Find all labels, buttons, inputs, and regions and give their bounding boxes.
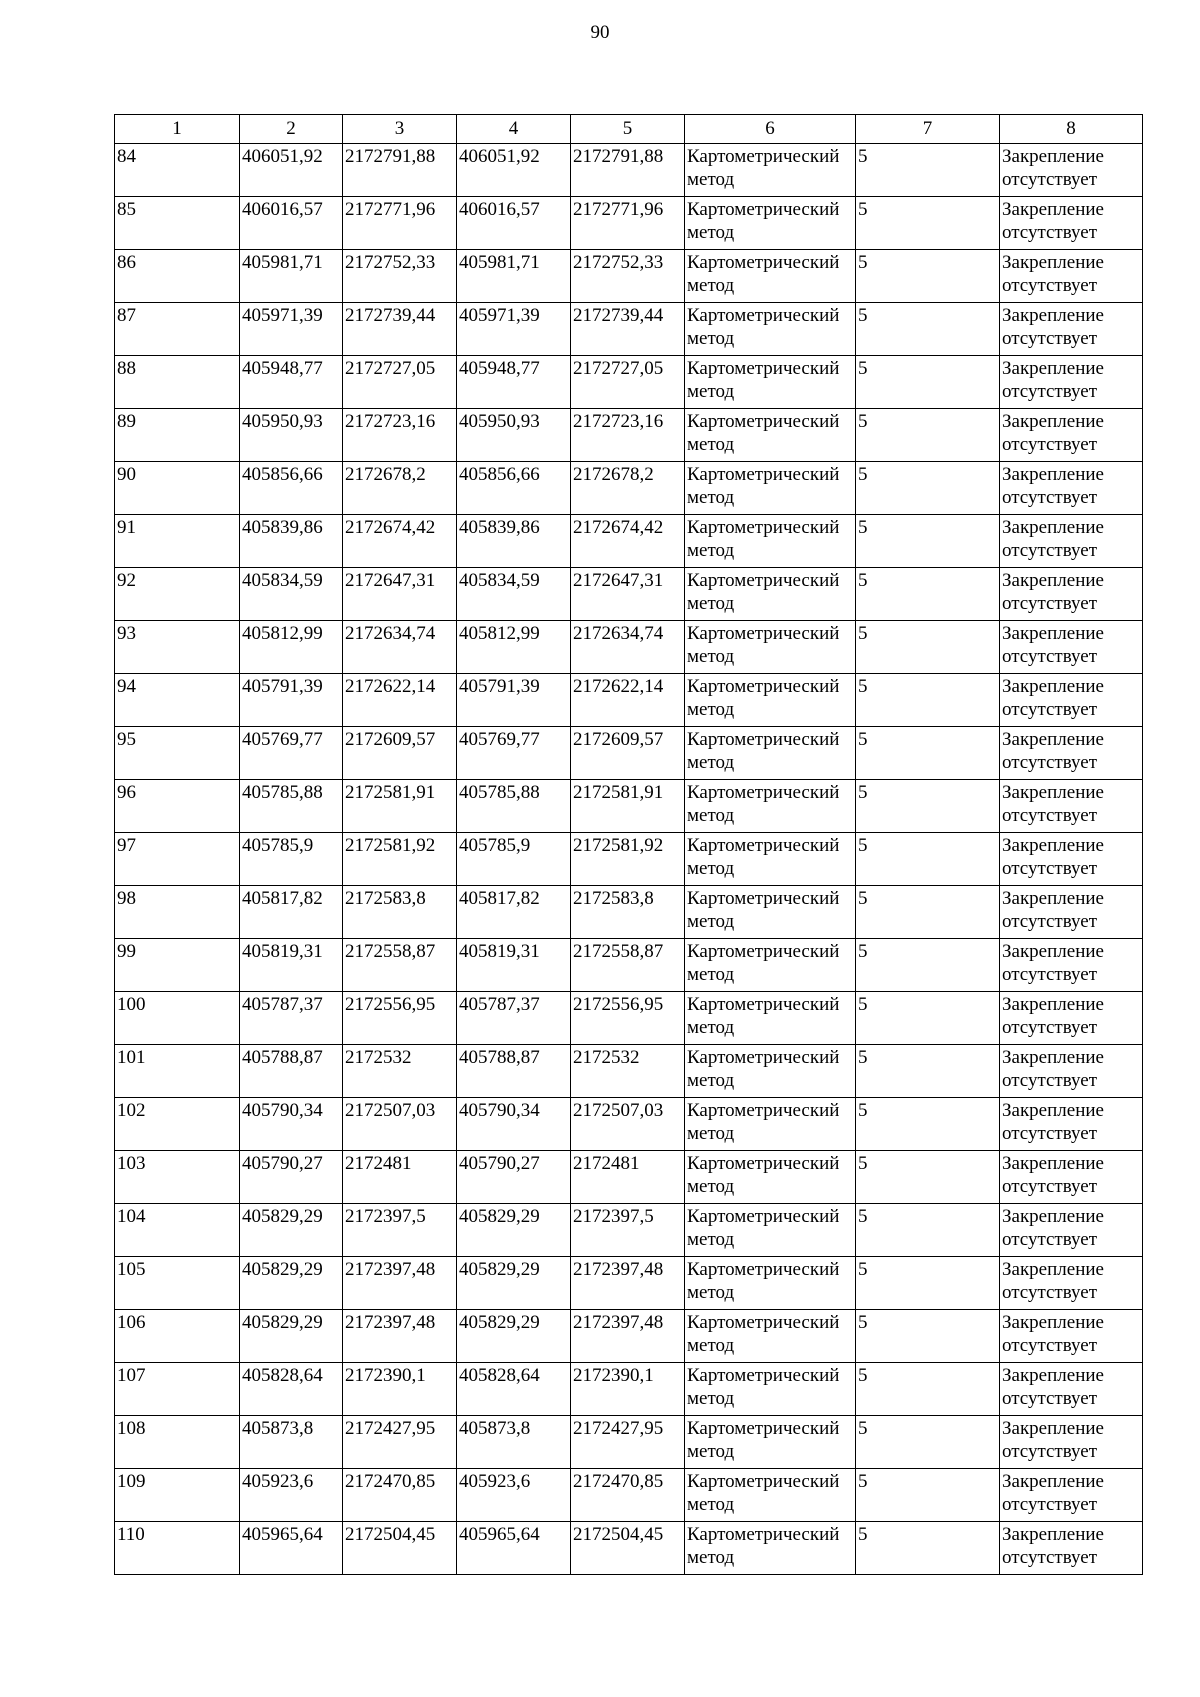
coordinates-table [114,114,1143,1575]
cell-y-coordinate-2: 2172390,1 [571,1363,685,1416]
cell-y-coordinate-2: 2172556,95 [571,992,685,1045]
cell-point-number: 90 [115,462,240,515]
cell-x-coordinate: 405971,39 [240,303,343,356]
cell-x-coordinate-2: 405819,31 [457,939,571,992]
cell-x-coordinate-2: 406051,92 [457,144,571,197]
cell-x-coordinate: 405788,87 [240,1045,343,1098]
cell-y-coordinate: 2172390,1 [343,1363,457,1416]
cell-method: Картометрический метод [685,992,856,1045]
cell-y-coordinate: 2172647,31 [343,568,457,621]
cell-method: Картометрический метод [685,356,856,409]
cell-accuracy: 5 [856,1363,1000,1416]
cell-y-coordinate-2: 2172791,88 [571,144,685,197]
table-row [115,992,1143,1045]
cell-point-number: 104 [115,1204,240,1257]
cell-x-coordinate: 406016,57 [240,197,343,250]
table-row [115,1204,1143,1257]
cell-fixing: Закрепление отсутствует [1000,727,1143,780]
cell-point-number: 110 [115,1522,240,1575]
table-row [115,250,1143,303]
cell-x-coordinate: 405785,9 [240,833,343,886]
table-row [115,1257,1143,1310]
cell-x-coordinate: 405829,29 [240,1204,343,1257]
column-header-3: 3 [343,115,457,144]
cell-point-number: 91 [115,515,240,568]
cell-y-coordinate: 2172752,33 [343,250,457,303]
cell-y-coordinate-2: 2172397,5 [571,1204,685,1257]
cell-fixing: Закрепление отсутствует [1000,356,1143,409]
cell-method: Картометрический метод [685,674,856,727]
column-header-2: 2 [240,115,343,144]
cell-method: Картометрический метод [685,939,856,992]
cell-x-coordinate-2: 405971,39 [457,303,571,356]
table-header-row [115,115,1143,144]
cell-y-coordinate: 2172397,5 [343,1204,457,1257]
cell-method: Картометрический метод [685,1204,856,1257]
cell-fixing: Закрепление отсутствует [1000,568,1143,621]
cell-y-coordinate-2: 2172427,95 [571,1416,685,1469]
cell-method: Картометрический метод [685,462,856,515]
cell-fixing: Закрепление отсутствует [1000,409,1143,462]
cell-y-coordinate: 2172470,85 [343,1469,457,1522]
cell-y-coordinate-2: 2172481 [571,1151,685,1204]
cell-x-coordinate: 405873,8 [240,1416,343,1469]
table-row [115,1363,1143,1416]
cell-method: Картометрический метод [685,303,856,356]
table-row [115,939,1143,992]
cell-point-number: 99 [115,939,240,992]
table-row [115,1522,1143,1575]
cell-y-coordinate-2: 2172507,03 [571,1098,685,1151]
cell-fixing: Закрепление отсутствует [1000,1045,1143,1098]
cell-accuracy: 5 [856,1151,1000,1204]
cell-method: Картометрический метод [685,1416,856,1469]
cell-accuracy: 5 [856,727,1000,780]
cell-x-coordinate: 405856,66 [240,462,343,515]
cell-accuracy: 5 [856,144,1000,197]
cell-x-coordinate: 405769,77 [240,727,343,780]
cell-x-coordinate: 405829,29 [240,1310,343,1363]
table-row [115,1310,1143,1363]
page-number: 90 [590,22,610,43]
cell-y-coordinate-2: 2172674,42 [571,515,685,568]
column-header-1: 1 [115,115,240,144]
cell-accuracy: 5 [856,833,1000,886]
cell-y-coordinate-2: 2172647,31 [571,568,685,621]
cell-x-coordinate-2: 405873,8 [457,1416,571,1469]
cell-method: Картометрический метод [685,780,856,833]
cell-method: Картометрический метод [685,568,856,621]
cell-point-number: 109 [115,1469,240,1522]
column-header-7: 7 [856,115,1000,144]
cell-x-coordinate: 405834,59 [240,568,343,621]
cell-x-coordinate: 405950,93 [240,409,343,462]
cell-y-coordinate: 2172556,95 [343,992,457,1045]
cell-y-coordinate: 2172481 [343,1151,457,1204]
cell-x-coordinate-2: 405787,37 [457,992,571,1045]
table-row [115,833,1143,886]
cell-y-coordinate-2: 2172583,8 [571,886,685,939]
cell-x-coordinate: 405829,29 [240,1257,343,1310]
cell-point-number: 107 [115,1363,240,1416]
table-row [115,1098,1143,1151]
cell-fixing: Закрепление отсутствует [1000,1257,1143,1310]
cell-accuracy: 5 [856,886,1000,939]
cell-y-coordinate-2: 2172727,05 [571,356,685,409]
cell-y-coordinate-2: 2172581,91 [571,780,685,833]
cell-y-coordinate-2: 2172678,2 [571,462,685,515]
cell-accuracy: 5 [856,568,1000,621]
cell-x-coordinate-2: 405829,29 [457,1204,571,1257]
table-row [115,197,1143,250]
cell-method: Картометрический метод [685,1151,856,1204]
cell-x-coordinate-2: 405834,59 [457,568,571,621]
cell-method: Картометрический метод [685,886,856,939]
cell-point-number: 92 [115,568,240,621]
cell-x-coordinate: 405965,64 [240,1522,343,1575]
cell-point-number: 98 [115,886,240,939]
cell-x-coordinate: 405791,39 [240,674,343,727]
cell-x-coordinate: 405785,88 [240,780,343,833]
cell-point-number: 102 [115,1098,240,1151]
cell-x-coordinate-2: 405829,29 [457,1257,571,1310]
cell-accuracy: 5 [856,939,1000,992]
cell-accuracy: 5 [856,1257,1000,1310]
cell-fixing: Закрепление отсутствует [1000,144,1143,197]
cell-y-coordinate-2: 2172397,48 [571,1257,685,1310]
cell-accuracy: 5 [856,462,1000,515]
cell-point-number: 106 [115,1310,240,1363]
table-row [115,780,1143,833]
cell-accuracy: 5 [856,1098,1000,1151]
cell-point-number: 105 [115,1257,240,1310]
cell-y-coordinate: 2172771,96 [343,197,457,250]
cell-point-number: 103 [115,1151,240,1204]
cell-y-coordinate: 2172504,45 [343,1522,457,1575]
cell-x-coordinate: 405787,37 [240,992,343,1045]
cell-fixing: Закрепление отсутствует [1000,1310,1143,1363]
cell-x-coordinate-2: 405856,66 [457,462,571,515]
cell-y-coordinate: 2172727,05 [343,356,457,409]
cell-method: Картометрический метод [685,1045,856,1098]
cell-point-number: 94 [115,674,240,727]
cell-x-coordinate: 405817,82 [240,886,343,939]
cell-fixing: Закрепление отсутствует [1000,833,1143,886]
cell-x-coordinate: 405790,27 [240,1151,343,1204]
cell-y-coordinate-2: 2172771,96 [571,197,685,250]
cell-point-number: 87 [115,303,240,356]
cell-point-number: 96 [115,780,240,833]
cell-method: Картометрический метод [685,144,856,197]
cell-y-coordinate: 2172791,88 [343,144,457,197]
cell-x-coordinate-2: 405828,64 [457,1363,571,1416]
cell-y-coordinate: 2172678,2 [343,462,457,515]
cell-method: Картометрический метод [685,515,856,568]
cell-point-number: 108 [115,1416,240,1469]
column-header-5: 5 [571,115,685,144]
cell-fixing: Закрепление отсутствует [1000,780,1143,833]
cell-x-coordinate-2: 405829,29 [457,1310,571,1363]
table-row [115,462,1143,515]
cell-fixing: Закрепление отсутствует [1000,1522,1143,1575]
cell-method: Картометрический метод [685,1469,856,1522]
cell-method: Картометрический метод [685,1310,856,1363]
cell-method: Картометрический метод [685,1363,856,1416]
cell-x-coordinate-2: 405965,64 [457,1522,571,1575]
cell-y-coordinate: 2172581,92 [343,833,457,886]
cell-point-number: 89 [115,409,240,462]
cell-y-coordinate-2: 2172504,45 [571,1522,685,1575]
table-row [115,515,1143,568]
cell-x-coordinate-2: 405923,6 [457,1469,571,1522]
cell-accuracy: 5 [856,674,1000,727]
cell-y-coordinate-2: 2172558,87 [571,939,685,992]
cell-fixing: Закрепление отсутствует [1000,515,1143,568]
cell-point-number: 97 [115,833,240,886]
cell-fixing: Закрепление отсутствует [1000,939,1143,992]
cell-x-coordinate-2: 406016,57 [457,197,571,250]
cell-accuracy: 5 [856,250,1000,303]
cell-point-number: 93 [115,621,240,674]
cell-y-coordinate-2: 2172532 [571,1045,685,1098]
cell-method: Картометрический метод [685,1098,856,1151]
cell-y-coordinate: 2172723,16 [343,409,457,462]
cell-point-number: 95 [115,727,240,780]
table-row [115,674,1143,727]
cell-y-coordinate-2: 2172723,16 [571,409,685,462]
cell-y-coordinate-2: 2172739,44 [571,303,685,356]
cell-y-coordinate-2: 2172622,14 [571,674,685,727]
cell-y-coordinate: 2172397,48 [343,1310,457,1363]
cell-y-coordinate: 2172558,87 [343,939,457,992]
table-row [115,568,1143,621]
cell-y-coordinate-2: 2172470,85 [571,1469,685,1522]
table-row [115,356,1143,409]
cell-x-coordinate-2: 405812,99 [457,621,571,674]
cell-x-coordinate-2: 405791,39 [457,674,571,727]
cell-accuracy: 5 [856,1416,1000,1469]
cell-y-coordinate: 2172507,03 [343,1098,457,1151]
cell-fixing: Закрепление отсутствует [1000,886,1143,939]
column-header-8: 8 [1000,115,1143,144]
cell-fixing: Закрепление отсутствует [1000,250,1143,303]
cell-x-coordinate-2: 405948,77 [457,356,571,409]
table-row [115,727,1143,780]
cell-y-coordinate: 2172397,48 [343,1257,457,1310]
cell-method: Картометрический метод [685,197,856,250]
cell-x-coordinate-2: 405950,93 [457,409,571,462]
cell-accuracy: 5 [856,1522,1000,1575]
cell-x-coordinate-2: 405839,86 [457,515,571,568]
cell-y-coordinate-2: 2172581,92 [571,833,685,886]
cell-accuracy: 5 [856,621,1000,674]
cell-y-coordinate: 2172622,14 [343,674,457,727]
cell-y-coordinate: 2172427,95 [343,1416,457,1469]
cell-point-number: 101 [115,1045,240,1098]
table-row [115,621,1143,674]
cell-accuracy: 5 [856,1204,1000,1257]
cell-fixing: Закрепление отсутствует [1000,1416,1143,1469]
cell-point-number: 84 [115,144,240,197]
cell-fixing: Закрепление отсутствует [1000,303,1143,356]
cell-accuracy: 5 [856,1310,1000,1363]
cell-y-coordinate: 2172634,74 [343,621,457,674]
cell-fixing: Закрепление отсутствует [1000,1098,1143,1151]
cell-method: Картометрический метод [685,727,856,780]
cell-accuracy: 5 [856,780,1000,833]
cell-point-number: 85 [115,197,240,250]
cell-fixing: Закрепление отсутствует [1000,674,1143,727]
column-header-4: 4 [457,115,571,144]
cell-accuracy: 5 [856,992,1000,1045]
cell-fixing: Закрепление отсутствует [1000,462,1143,515]
cell-y-coordinate-2: 2172634,74 [571,621,685,674]
cell-x-coordinate-2: 405981,71 [457,250,571,303]
column-header-6: 6 [685,115,856,144]
cell-x-coordinate: 405819,31 [240,939,343,992]
cell-x-coordinate: 405790,34 [240,1098,343,1151]
cell-point-number: 88 [115,356,240,409]
cell-x-coordinate-2: 405785,9 [457,833,571,886]
cell-method: Картометрический метод [685,833,856,886]
cell-x-coordinate-2: 405785,88 [457,780,571,833]
cell-fixing: Закрепление отсутствует [1000,992,1143,1045]
cell-accuracy: 5 [856,1469,1000,1522]
cell-x-coordinate: 405923,6 [240,1469,343,1522]
cell-x-coordinate: 405839,86 [240,515,343,568]
cell-method: Картометрический метод [685,621,856,674]
cell-fixing: Закрепление отсутствует [1000,1363,1143,1416]
table-row [115,144,1143,197]
cell-method: Картометрический метод [685,1257,856,1310]
cell-x-coordinate: 405948,77 [240,356,343,409]
cell-accuracy: 5 [856,515,1000,568]
cell-accuracy: 5 [856,356,1000,409]
cell-x-coordinate: 405812,99 [240,621,343,674]
table-row [115,886,1143,939]
cell-y-coordinate: 2172739,44 [343,303,457,356]
cell-point-number: 86 [115,250,240,303]
cell-y-coordinate: 2172583,8 [343,886,457,939]
cell-method: Картометрический метод [685,1522,856,1575]
table-row [115,1045,1143,1098]
cell-y-coordinate-2: 2172397,48 [571,1310,685,1363]
cell-x-coordinate-2: 405769,77 [457,727,571,780]
cell-accuracy: 5 [856,197,1000,250]
table-row [115,303,1143,356]
cell-x-coordinate-2: 405788,87 [457,1045,571,1098]
cell-x-coordinate: 405828,64 [240,1363,343,1416]
cell-x-coordinate-2: 405790,27 [457,1151,571,1204]
cell-y-coordinate-2: 2172752,33 [571,250,685,303]
cell-fixing: Закрепление отсутствует [1000,1204,1143,1257]
cell-fixing: Закрепление отсутствует [1000,197,1143,250]
table-row [115,1469,1143,1522]
cell-fixing: Закрепление отсутствует [1000,621,1143,674]
table-row [115,409,1143,462]
cell-y-coordinate-2: 2172609,57 [571,727,685,780]
table-row [115,1151,1143,1204]
cell-accuracy: 5 [856,303,1000,356]
cell-point-number: 100 [115,992,240,1045]
cell-y-coordinate: 2172674,42 [343,515,457,568]
cell-x-coordinate: 405981,71 [240,250,343,303]
cell-y-coordinate: 2172609,57 [343,727,457,780]
table-row [115,1416,1143,1469]
table-body [115,144,1143,1575]
cell-accuracy: 5 [856,409,1000,462]
cell-x-coordinate-2: 405790,34 [457,1098,571,1151]
cell-accuracy: 5 [856,1045,1000,1098]
cell-y-coordinate: 2172581,91 [343,780,457,833]
cell-y-coordinate: 2172532 [343,1045,457,1098]
cell-x-coordinate: 406051,92 [240,144,343,197]
cell-fixing: Закрепление отсутствует [1000,1151,1143,1204]
cell-x-coordinate-2: 405817,82 [457,886,571,939]
cell-method: Картометрический метод [685,250,856,303]
cell-fixing: Закрепление отсутствует [1000,1469,1143,1522]
cell-method: Картометрический метод [685,409,856,462]
